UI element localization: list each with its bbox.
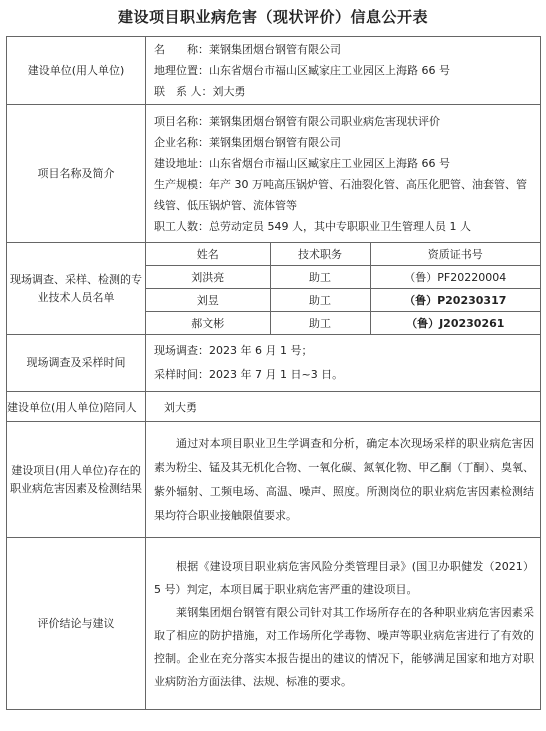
conclusion-label: 评价结论与建议: [7, 538, 146, 710]
page-title: 建设项目职业病危害（现状评价）信息公开表: [117, 8, 428, 26]
survey-row: [7, 335, 541, 392]
project-info: [146, 105, 541, 243]
employer-name: 名 称：莱钢集团烟台钢管有限公司: [154, 43, 341, 56]
staff-name: 刘昱: [146, 289, 270, 312]
staff-row: [7, 243, 541, 335]
employer-contact: 联 系 人：刘大勇: [154, 85, 246, 98]
staff-label: 现场调查、采样、检测的专业技术人员名单: [7, 243, 146, 335]
staff-title: 助工: [270, 289, 370, 312]
table-row: [146, 289, 540, 312]
survey-label: 现场调查及采样时间: [7, 335, 146, 392]
survey-info: [146, 335, 541, 392]
staff-cert: （鲁）PF20220004: [370, 266, 540, 289]
hazards-row: [7, 422, 541, 538]
accompany-value: 刘大勇: [164, 400, 197, 414]
staff-header-cert: 资质证书号: [370, 243, 540, 266]
staff-name: 刘洪亮: [146, 266, 270, 289]
staff-header-row: [146, 243, 540, 266]
conclusion-paragraph-1: 根据《建设项目职业病危害风险分类管理目录》(国卫办职健发（2021）5 号）判定，本项目属于职业病危害严重的建设项目。: [154, 559, 534, 596]
survey-date: 现场调查：2023 年 6 月 1 号；: [154, 344, 313, 357]
disclosure-table: [6, 36, 541, 710]
employer-row: [7, 37, 541, 105]
staff-title: 助工: [270, 312, 370, 335]
production-scale: 生产规模：年产 30 万吨高压锅炉管、石油裂化管、高压化肥管、油套管、管线管、低压锅炉管、流体管等: [154, 177, 527, 212]
project-label: 项目名称及简介: [7, 105, 146, 243]
project-row: [7, 105, 541, 243]
sampling-date: 采样时间：2023 年 7 月 1 日~3 日。: [154, 368, 344, 381]
staff-table: [146, 243, 540, 334]
staff-cert: （鲁）P20230317: [370, 289, 540, 312]
hazards-text: 通过对本项目职业卫生学调查和分析，确定本次现场采样的职业病危害因素为粉尘、锰及其无机化合物、一氧化碳、氮氧化物、甲乙酮（丁酮）、臭氧、紫外辐射、工频电场、高温、噪声、照度。所测岗位的职业病危害因素检测结果均符合职业接触限值要求。: [154, 436, 534, 522]
staff-cert: （鲁）J20230261: [406, 317, 505, 330]
employer-location: 地理位置：山东省烟台市福山区臧家庄工业园区上海路 66 号: [154, 64, 450, 77]
accompany-row: [7, 392, 541, 422]
staff-title: 助工: [270, 266, 370, 289]
conclusion-row: [7, 538, 541, 710]
table-row: [146, 312, 540, 335]
staff-table-cell: [146, 243, 541, 335]
project-name: 项目名称：莱钢集团烟台钢管有限公司职业病危害现状评价: [154, 114, 440, 128]
company-name: 企业名称：莱钢集团烟台钢管有限公司: [154, 135, 341, 149]
staff-header-name: 姓名: [146, 243, 270, 266]
employer-info: [146, 37, 541, 105]
table-row: [146, 266, 540, 289]
hazards-info: [146, 422, 541, 538]
hazards-label: 建设项目(用人单位)存在的职业病危害因素及检测结果: [7, 422, 146, 538]
accompany-label: 建设单位(用人单位)陪同人: [7, 392, 146, 422]
employer-label: 建设单位(用人单位): [7, 37, 146, 105]
accompany-value-cell: [146, 392, 541, 422]
conclusion-paragraph-2: 莱钢集团烟台钢管有限公司针对其工作场所存在的各种职业病危害因素采取了相应的防护措施，对工作场所化学毒物、噪声等职业病危害进行了有效的控制。企业在充分落实本报告提出的建议的情况下，能够满足国家和地方对职业病防治方面法律、法规、标准的要求。: [154, 605, 534, 688]
staff-count: 职工人数：总劳动定员 549 人，其中专职职业卫生管理人员 1 人: [154, 219, 471, 233]
staff-name: 郝文彬: [146, 312, 270, 335]
conclusion-info: [146, 538, 541, 710]
build-address: 建设地址：山东省烟台市福山区臧家庄工业园区上海路 66 号: [154, 156, 450, 170]
staff-header-title: 技术职务: [270, 243, 370, 266]
